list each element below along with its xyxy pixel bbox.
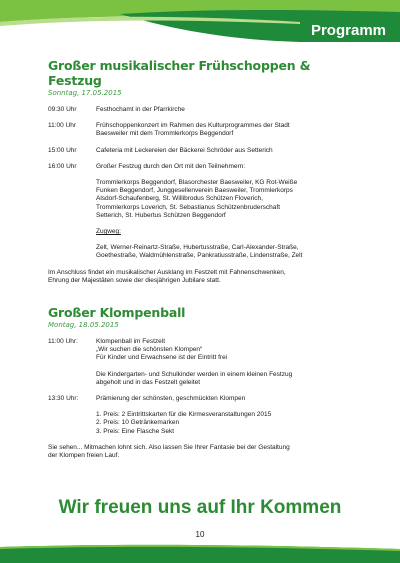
schedule-row bbox=[48, 106, 364, 114]
prize-item: 2. Preis: 10 Getränkemarken bbox=[96, 419, 180, 427]
schedule-row bbox=[48, 163, 364, 171]
participants-line: Funken Beggendorf, Junggesellenverein Baesweiler, Trommlerkorps bbox=[96, 187, 293, 195]
schedule-text: Frühschoppenkonzert im Rahmen des Kulturprogrammes der Stadt bbox=[96, 122, 290, 130]
section-closing bbox=[48, 444, 364, 460]
schedule-text: abgeholt und in das Festzelt geleitet bbox=[96, 378, 201, 386]
schedule-text: Baesweiler mit dem Trommlerkorps Beggendorf bbox=[96, 130, 234, 138]
schedule-time: 15:00 Uhr bbox=[48, 146, 77, 154]
schedule-time: 11:00 Uhr: bbox=[48, 338, 78, 346]
schedule-text: „Wir suchen die schönsten Klompen“ bbox=[96, 346, 203, 354]
program-content bbox=[48, 58, 364, 460]
schedule-time: 13:30 Uhr: bbox=[48, 395, 79, 403]
footer-band bbox=[0, 543, 400, 563]
schedule-time: 11:00 Uhr bbox=[48, 122, 77, 130]
participants-line: Setterich, St. Hubertus Schützen Beggendorf bbox=[96, 211, 226, 219]
closing-line: Im Anschluss findet ein musikalischer Ausklang im Festzelt mit Fahnenschwenken, bbox=[48, 268, 286, 276]
schedule-text: Festhochamt in der Pfarrkirche bbox=[96, 106, 185, 113]
participants-line: Alsdorf-Schaufenberg, St. Willibrodus Schützen Floverich, bbox=[96, 195, 263, 203]
schedule-row bbox=[48, 147, 364, 155]
prize-item: 3. Preis: Eine Flasche Sekt bbox=[96, 427, 175, 435]
section-closing bbox=[48, 269, 364, 285]
schedule-text: Für Kinder und Erwachsene ist der Eintritt frei bbox=[96, 354, 228, 362]
route-label: Zugweg: bbox=[96, 228, 121, 236]
section-date: Montag, 18.05.2015 bbox=[48, 321, 119, 330]
section-title: Großer Klompenball bbox=[48, 305, 186, 321]
section-title: Großer musikalischer Frühschoppen & Festzug bbox=[48, 58, 311, 88]
route-line: Goethestraße, Waldmühlenstraße, Pankratiusstraße, Lindenstraße, Zelt bbox=[96, 252, 303, 260]
participants-line: Trommlerkorps Beggendorf, Blasorchester Baesweiler, KG Rot-Weiße bbox=[96, 179, 298, 187]
prize-item: 1. Preis: 2 Eintrittskarten für die Kirmesveranstaltungen 2015 bbox=[96, 411, 272, 419]
closing-line: der Klompen freien Lauf. bbox=[48, 452, 120, 460]
schedule-time: 16:00 Uhr bbox=[48, 162, 77, 170]
schedule-row bbox=[48, 395, 364, 436]
route-list bbox=[96, 244, 364, 260]
schedule-row bbox=[48, 338, 364, 387]
closing-line: Ehrung der Majestäten sowie der diesjährigen Jubilare statt. bbox=[48, 276, 221, 284]
schedule-text: Großer Festzug durch den Ort mit den Teilnehmern: bbox=[96, 162, 246, 170]
participants-line: Trommlerkorps Loverich, St. Sebastianus Schützenbruderschaft bbox=[96, 203, 281, 211]
schedule-text: Die Kindergarten- und Schulkinder werden in einem kleinen Festzug bbox=[96, 370, 293, 378]
participants-list bbox=[96, 179, 364, 220]
page-header-title: Programm bbox=[310, 22, 386, 39]
route-line: Zelt, Werner-Reinartz-Straße, Hubertusstraße, Carl-Alexander-Straße, bbox=[96, 244, 299, 252]
closing-line: Sie sehen... Mitmachen lohnt sich. Also lassen Sie Ihrer Fantasie bei der Gestaltung bbox=[48, 443, 290, 451]
page-number: 10 bbox=[195, 530, 205, 539]
schedule-row bbox=[48, 122, 364, 138]
schedule-text: Klompenball im Festzelt bbox=[96, 338, 165, 346]
closing-slogan: Wir freuen uns auf Ihr Kommen bbox=[58, 497, 342, 518]
schedule-time: 09:30 Uhr bbox=[48, 106, 77, 113]
schedule-text: Cafeteria mit Leckereien der Bäckerei Schröder aus Setterich bbox=[96, 146, 273, 154]
section-date: Sonntag, 17.05.2015 bbox=[48, 89, 122, 97]
schedule-text: Prämierung der schönsten, geschmückten Klompen bbox=[96, 395, 246, 403]
